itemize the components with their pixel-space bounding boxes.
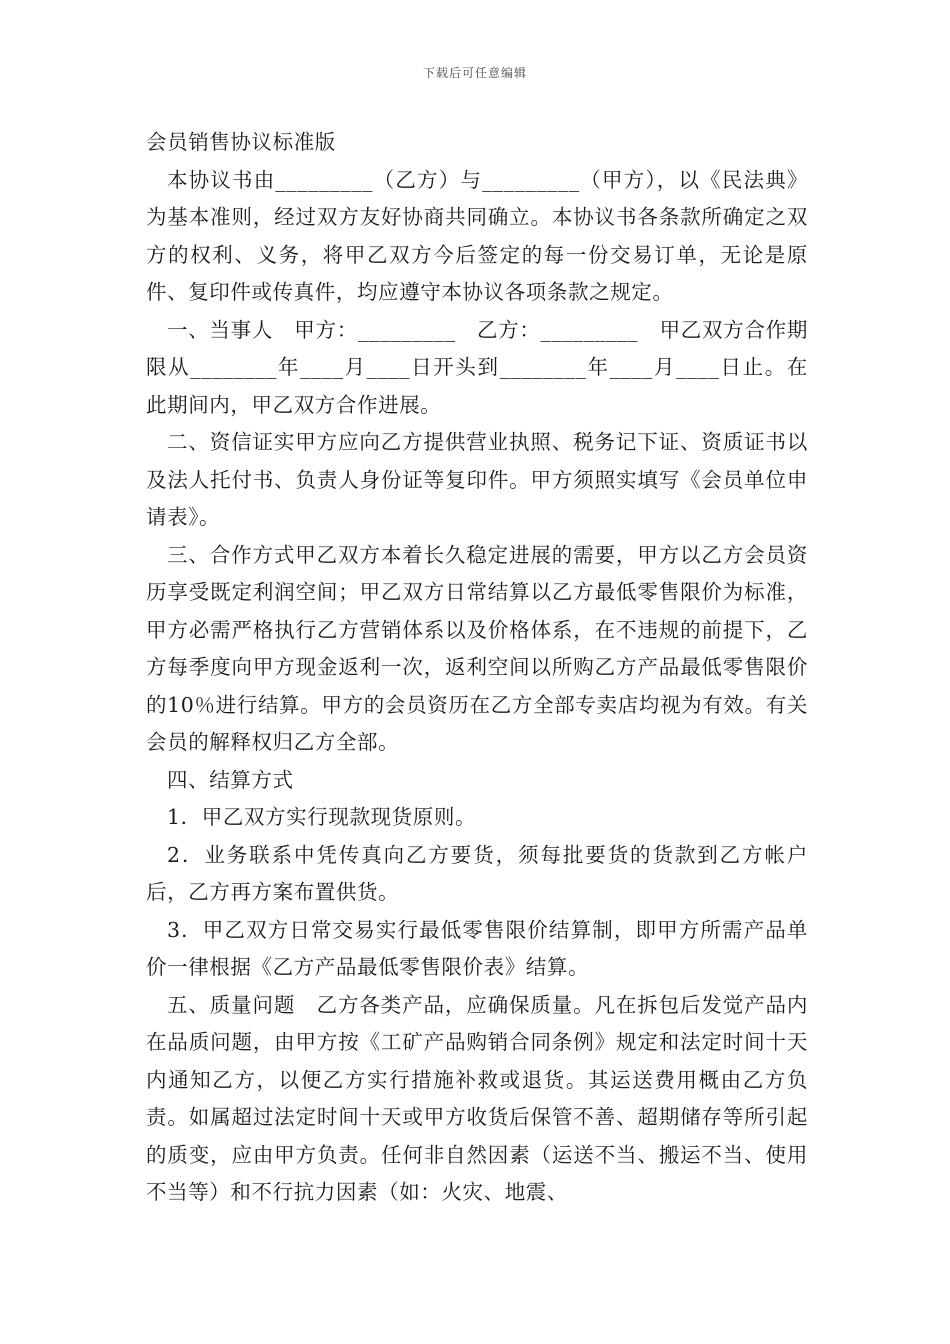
paragraph-quality: 五、质量问题 乙方各类产品，应确保质量。凡在拆包后发觉产品内在品质问题，由甲方按《工矿产品购销合同条例》规定和法定时间十天内通知乙方，以便乙方实行措施补救或退货。其运送费用概由乙方负责。如属超过法定时间十天或甲方收货后保管不善、超期储存等所引起的质变，应由甲方负责。任何非自然因素（运送不当、搬运不当、使用不当等）和不行抗力因素（如：火灾、地震、 xyxy=(146,992,808,1204)
paragraph-settlement-3: 3．甲乙双方日常交易实行最低零售限价结算制，即甲方所需产品单价一律根据《乙方产品最低零售限价表》结算。 xyxy=(146,917,808,979)
paragraph-settlement-2: 2．业务联系中凭传真向乙方要货，须每批要货的货款到乙方帐户后，乙方再方案布置供货。 xyxy=(146,842,808,904)
document-title: 会员销售协议标准版 xyxy=(146,130,336,154)
paragraph-settlement-1: 1．甲乙双方实行现款现货原则。 xyxy=(167,805,477,829)
document-body xyxy=(146,124,808,1212)
paragraph-preamble: 本协议书由_________（乙方）与_________（甲方），以《民法典》为基本准则，经过双方友好协商共同确立。本协议书各条款所确定之双方的权利、义务，将甲乙双方今后签定的每一份交易订单，无论是原件、复印件或传真件，均应遵守本协议各项条款之规定。 xyxy=(146,167,808,304)
paragraph-settlement-heading: 四、结算方式 xyxy=(167,767,294,792)
paragraph-credentials: 二、资信证实甲方应向乙方提供营业执照、税务记下证、资质证书以及法人托付书、负责人身份证等复印件。甲方须照实填写《会员单位申请表》。 xyxy=(146,430,808,529)
paragraph-parties: 一、当事人 甲方：_________ 乙方：_________ 甲乙双方合作期限从________年____月____日开头到________年____月____日止。在此期间内，甲乙双方合作进展。 xyxy=(146,317,808,417)
page-header-note: 下载后可任意编辑 xyxy=(422,66,527,80)
paragraph-cooperation: 三、合作方式甲乙双方本着长久稳定进展的需要，甲方以乙方会员资历享受既定利润空间；甲乙双方日常结算以乙方最低零售限价为标准，甲方必需严格执行乙方营销体系以及价格体系，在不违规的前提下，乙方每季度向甲方现金返利一次，返利空间以所购乙方产品最低零售限价的10％进行结算。甲方的会员资历在乙方全部专卖店均视为有效。有关会员的解释权归乙方全部。 xyxy=(146,542,808,754)
